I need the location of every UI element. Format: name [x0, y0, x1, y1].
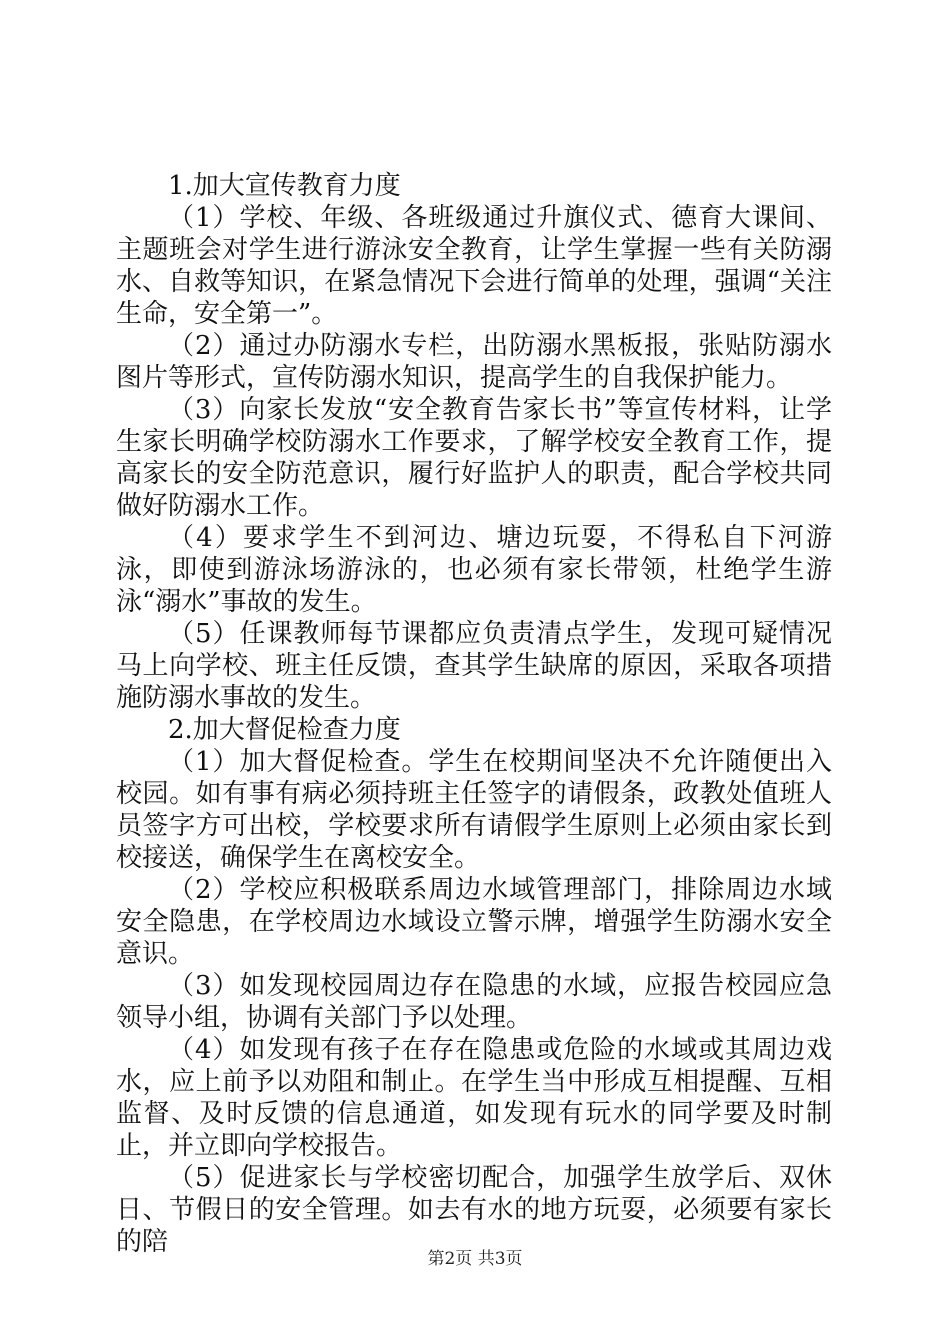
paragraph: （2）通过办防溺水专栏，出防溺水黑板报，张贴防溺水图片等形式，宣传防溺水知识，提高学生的自我保护能力。: [116, 331, 832, 393]
paragraph: （5）任课教师每节课都应负责清点学生，发现可疑情况马上向学校、班主任反馈，查其学生缺席的原因，采取各项措施防溺水事故的发生。: [116, 619, 832, 713]
paragraph: （2）学校应积极联系周边水域管理部门，排除周边水域安全隐患，在学校周边水域设立警示牌，增强学生防溺水安全意识。: [116, 875, 832, 969]
section-heading: 1.加大宣传教育力度: [168, 171, 401, 201]
paragraph: （4）要求学生不到河边、塘边玩耍，不得私自下河游泳，即使到游泳场游泳的，也必须有家长带领，杜绝学生游泳“溺水”事故的发生。: [116, 523, 832, 617]
paragraph: （5）促进家长与学校密切配合，加强学生放学后、双休日、节假日的安全管理。如去有水的地方玩耍，必须要有家长的陪: [116, 1163, 832, 1257]
page-number-footer: 第2页 共3页: [427, 1249, 523, 1269]
paragraph: （3）向家长发放“安全教育告家长书”等宣传材料，让学生家长明确学校防溺水工作要求，了解学校安全教育工作，提高家长的安全防范意识，履行好监护人的职责，配合学校共同做好防溺水工作。: [116, 395, 832, 521]
paragraph: （1）学校、年级、各班级通过升旗仪式、德育大课间、主题班会对学生进行游泳安全教育，让学生掌握一些有关防溺水、自救等知识，在紧急情况下会进行简单的处理，强调“关注生命，安全第一”。: [116, 203, 832, 329]
section-heading: 2.加大督促检查力度: [168, 715, 401, 745]
paragraph: （1）加大督促检查。学生在校期间坚决不允许随便出入校园。如有事有病必须持班主任签字的请假条，政教处值班人员签字方可出校，学校要求所有请假学生原则上必须由家长到校接送，确保学生在离校安全。: [116, 747, 832, 873]
paragraph: （3）如发现校园周边存在隐患的水域，应报告校园应急领导小组，协调有关部门予以处理。: [116, 971, 832, 1033]
document-body: [116, 170, 832, 1258]
paragraph: （4）如发现有孩子在存在隐患或危险的水域或其周边戏水，应上前予以劝阻和制止。在学生当中形成互相提醒、互相监督、及时反馈的信息通道，如发现有玩水的同学要及时制止，并立即向学校报告。: [116, 1035, 832, 1161]
